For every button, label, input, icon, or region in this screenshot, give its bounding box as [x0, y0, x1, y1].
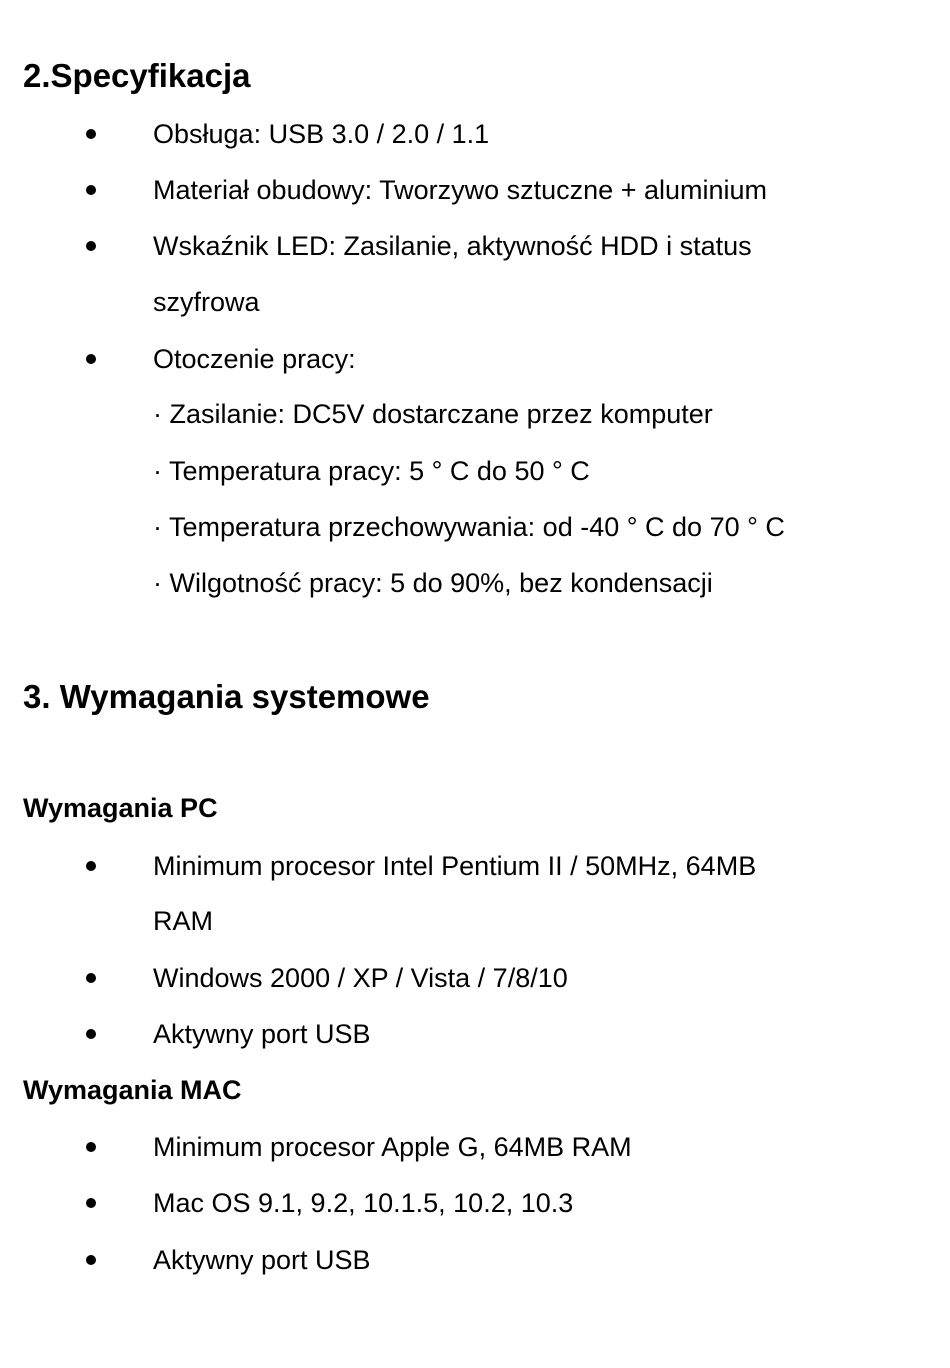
section-heading-specification: 2.Specyfikacja — [23, 57, 251, 94]
environment-operating-temp: · Temperatura pracy: 5 ° C do 50 ° C — [153, 456, 590, 486]
bullet-icon — [86, 973, 96, 983]
spec-item-usb: Obsługa: USB 3.0 / 2.0 / 1.1 — [153, 119, 490, 149]
bullet-icon — [86, 1255, 96, 1265]
mac-item-processor: Minimum procesor Apple G, 64MB RAM — [153, 1132, 632, 1162]
pc-item-usb: Aktywny port USB — [153, 1019, 371, 1049]
spec-item-environment: Otoczenie pracy: — [153, 344, 356, 374]
subheading-pc: Wymagania PC — [23, 793, 218, 823]
bullet-icon — [86, 354, 96, 364]
bullet-icon — [86, 1198, 96, 1208]
section-heading-requirements: 3. Wymagania systemowe — [23, 678, 430, 715]
mac-item-usb: Aktywny port USB — [153, 1245, 371, 1275]
mac-item-os: Mac OS 9.1, 9.2, 10.1.5, 10.2, 10.3 — [153, 1188, 574, 1218]
environment-humidity: · Wilgotność pracy: 5 do 90%, bez kondensacji — [153, 568, 713, 598]
bullet-icon — [86, 241, 96, 251]
pc-item-processor-continuation: RAM — [153, 906, 213, 936]
bullet-icon — [86, 861, 96, 871]
bullet-icon — [86, 1142, 96, 1152]
environment-power: · Zasilanie: DC5V dostarczane przez komputer — [153, 399, 713, 429]
bullet-icon — [86, 185, 96, 195]
pc-item-os: Windows 2000 / XP / Vista / 7/8/10 — [153, 963, 568, 993]
bullet-icon — [86, 129, 96, 139]
environment-storage-temp: · Temperatura przechowywania: od -40 ° C do 70 ° C — [153, 512, 785, 542]
spec-item-led: Wskaźnik LED: Zasilanie, aktywność HDD i status — [153, 231, 752, 261]
spec-item-material: Materiał obudowy: Tworzywo sztuczne + aluminium — [153, 175, 768, 205]
bullet-icon — [86, 1029, 96, 1039]
pc-item-processor: Minimum procesor Intel Pentium II / 50MHz, 64MB — [153, 851, 757, 881]
subheading-mac: Wymagania MAC — [23, 1075, 242, 1105]
spec-item-led-continuation: szyfrowa — [153, 287, 260, 317]
